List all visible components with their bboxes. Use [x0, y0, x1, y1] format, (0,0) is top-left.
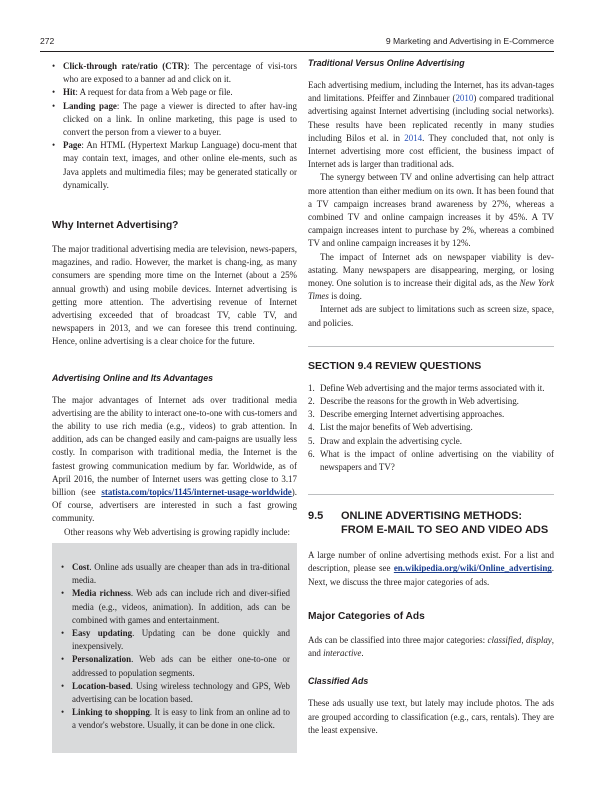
limitations-paragraph: Internet ads are subject to limitations such as screen size, space, and policies.: [308, 304, 554, 328]
list-item: 6. What is the impact of online advertising on the viability of newspapers and TV?: [308, 448, 554, 473]
other-reasons-paragraph: Other reasons why Web advertising is growing rapidly include:: [64, 526, 290, 537]
impact-paragraph: The impact of Internet ads on newspaper viability is dev-astating. Many newspapers are disappearing, merging, or losing money. One solution is to increase their digital ads, as the New York Times is doing.: [308, 251, 554, 302]
term: Click-through rate/ratio (CTR): [63, 61, 188, 71]
classified-ads-heading: Classified Ads: [308, 676, 369, 687]
header-rule: [40, 51, 554, 52]
list-item: • Location-based. Using wireless technology and GPS, Web advertising can be location based.: [61, 680, 290, 706]
review-heading: SECTION 9.4 REVIEW QUESTIONS: [308, 359, 482, 372]
section-9-5: [308, 494, 554, 537]
definition: : The page a viewer is directed to after hav-ing clicked on a link. In online marketing, this page is used to convert the person from a viewer to a buyer.: [63, 100, 297, 138]
list-item: [52, 60, 297, 86]
statista-link[interactable]: statista.com/topics/1145/internet-usage-worldwide: [101, 487, 292, 498]
wikipedia-link[interactable]: en.wikipedia.org/wiki/Online_advertising: [393, 563, 552, 574]
citation-link[interactable]: 2010: [455, 93, 474, 104]
list-item: 3. Describe emerging Internet advertising approaches.: [308, 409, 505, 420]
right-column: [308, 58, 554, 737]
term: Hit: [63, 87, 76, 98]
list-item: 4. List the major benefits of Web advertising.: [308, 422, 473, 433]
why-paragraph: The major traditional advertising media are television, news-papers, magazines, and radio. However, the market is chang-ing, as many consumers are spending more time on the Internet (about a 25% annual growth) and using mobile devices. Internet advertising is getting more attention. The advertising revenue of Internet advertising exceeded that of broadcast TV, cable TV, and newspapers in 2013, and we can foresee this trend continuing. Hence, online advertising is a clear choice for the future.: [52, 244, 297, 347]
term: Page: [63, 140, 82, 151]
advantages-heading: Advertising Online and Its Advantages: [52, 372, 213, 383]
list-item: • Easy updating. Updating can be done quickly and inexpensively.: [61, 627, 290, 653]
left-column: [52, 58, 297, 733]
running-title: 9 Marketing and Advertising in E-Commerce: [385, 36, 554, 46]
list-item: 2. Describe the reasons for the growth in Web advertising.: [308, 396, 519, 407]
definition: : The percentage of visi-tors who are exposed to a banner ad and click on it.: [63, 61, 297, 85]
citation-link[interactable]: 2014: [404, 132, 423, 143]
reasons-list: [52, 561, 297, 733]
list-item: • Cost. Online ads usually are cheaper than ads in tra-ditional media.: [61, 561, 290, 587]
traditional-vs-online-heading: Traditional Versus Online Advertising: [308, 58, 465, 68]
section-title-line-1: ONLINE ADVERTISING METHODS:: [341, 510, 523, 523]
definition: : An HTML (Hypertext Markup Language) docu-ment that may contain text, images, and other online ele-ments, such as Java applets and multimedia files; may be generated statically or dynamically.: [63, 140, 297, 190]
review-section: [308, 346, 554, 474]
synergy-paragraph: The synergy between TV and online advertising can help attract more attention than either medium on its own. It has been found that a TV campaign increases brand awareness by 27%, whereas a combined TV and online campaign increases it by 45%. A TV campaign increases intent to purchase by 2%, whereas a combined TV and online campaign increases it by 12%.: [308, 172, 554, 249]
terms-list: [52, 60, 297, 192]
section-title-line-2: FROM E-MAIL TO SEO AND VIDEO ADS: [341, 524, 549, 537]
page-number: 272: [40, 36, 55, 46]
list-item: [52, 100, 297, 140]
list-item: [52, 139, 297, 192]
term: Landing page: [63, 100, 117, 111]
list-item: [52, 86, 297, 99]
major-categories-paragraph: Ads can be classified into three major categories: classified, display, and interactive.: [308, 634, 555, 659]
methods-paragraph: A large number of online advertising methods exist. For a list and description, please see en.wikipedia.org/wiki/Online_advertising. Next, we discuss the three major categories of ads.: [308, 550, 554, 587]
list-item: • Media richness. Web ads can include rich and diver-sified media (e.g., videos, animation). In addition, ads can be combined with games and entertainment.: [61, 587, 290, 627]
advantages-paragraph: The major advantages of Internet ads over traditional media advertising are the ability to interact one-to-one with cus-tomers and the ability to use rich media (e.g., videos) to grab attention. In addition, ads can be changed easily and cam-paigns are usually less costly. In comparison with traditional media, the Internet is the fastest growing communication medium by far. Worldwide, as of April 2016, the number of Internet users was getting close to 3.17 billion (see statista.com/topics/1145/internet-usage-worldwide). Of course, advertisers are interested in such a fast growing community.: [52, 394, 297, 524]
definition: : A request for data from a Web page or file.: [75, 87, 233, 98]
list-item: • Linking to shopping. It is easy to link from an online ad to a vendor's webstore. Usually, it can be done in one click.: [61, 706, 290, 732]
why-internet-heading: Why Internet Advertising?: [52, 220, 179, 232]
section-number: 9.5: [308, 510, 324, 523]
major-categories-heading: Major Categories of Ads: [308, 610, 425, 622]
review-questions: [308, 382, 554, 474]
list-item: 5. Draw and explain the advertising cycle.: [308, 435, 462, 446]
running-header: [40, 36, 554, 50]
classified-paragraph: These ads usually use text, but lately may include photos. The ads are grouped according to classification (e.g., cars, rentals). They are the least expensive.: [308, 698, 554, 735]
traditional-paragraph: Each advertising medium, including the Internet, has its advan-tages and limitations. Pfeiffer and Zinnbauer (2010) compared traditional advertising against Internet advertising (including social networks). These results have been replicated recently in many studies including Bilos et al. in 2014. They concluded that, not only is Internet advertising more cost efficient, the business impact of Internet ads is larger than traditional ads.: [308, 80, 554, 170]
list-item: • Personalization. Web ads can be either one-to-one or addressed to population segments.: [61, 653, 290, 679]
list-item: 1. Define Web advertising and the major terms associated with it.: [308, 382, 545, 393]
